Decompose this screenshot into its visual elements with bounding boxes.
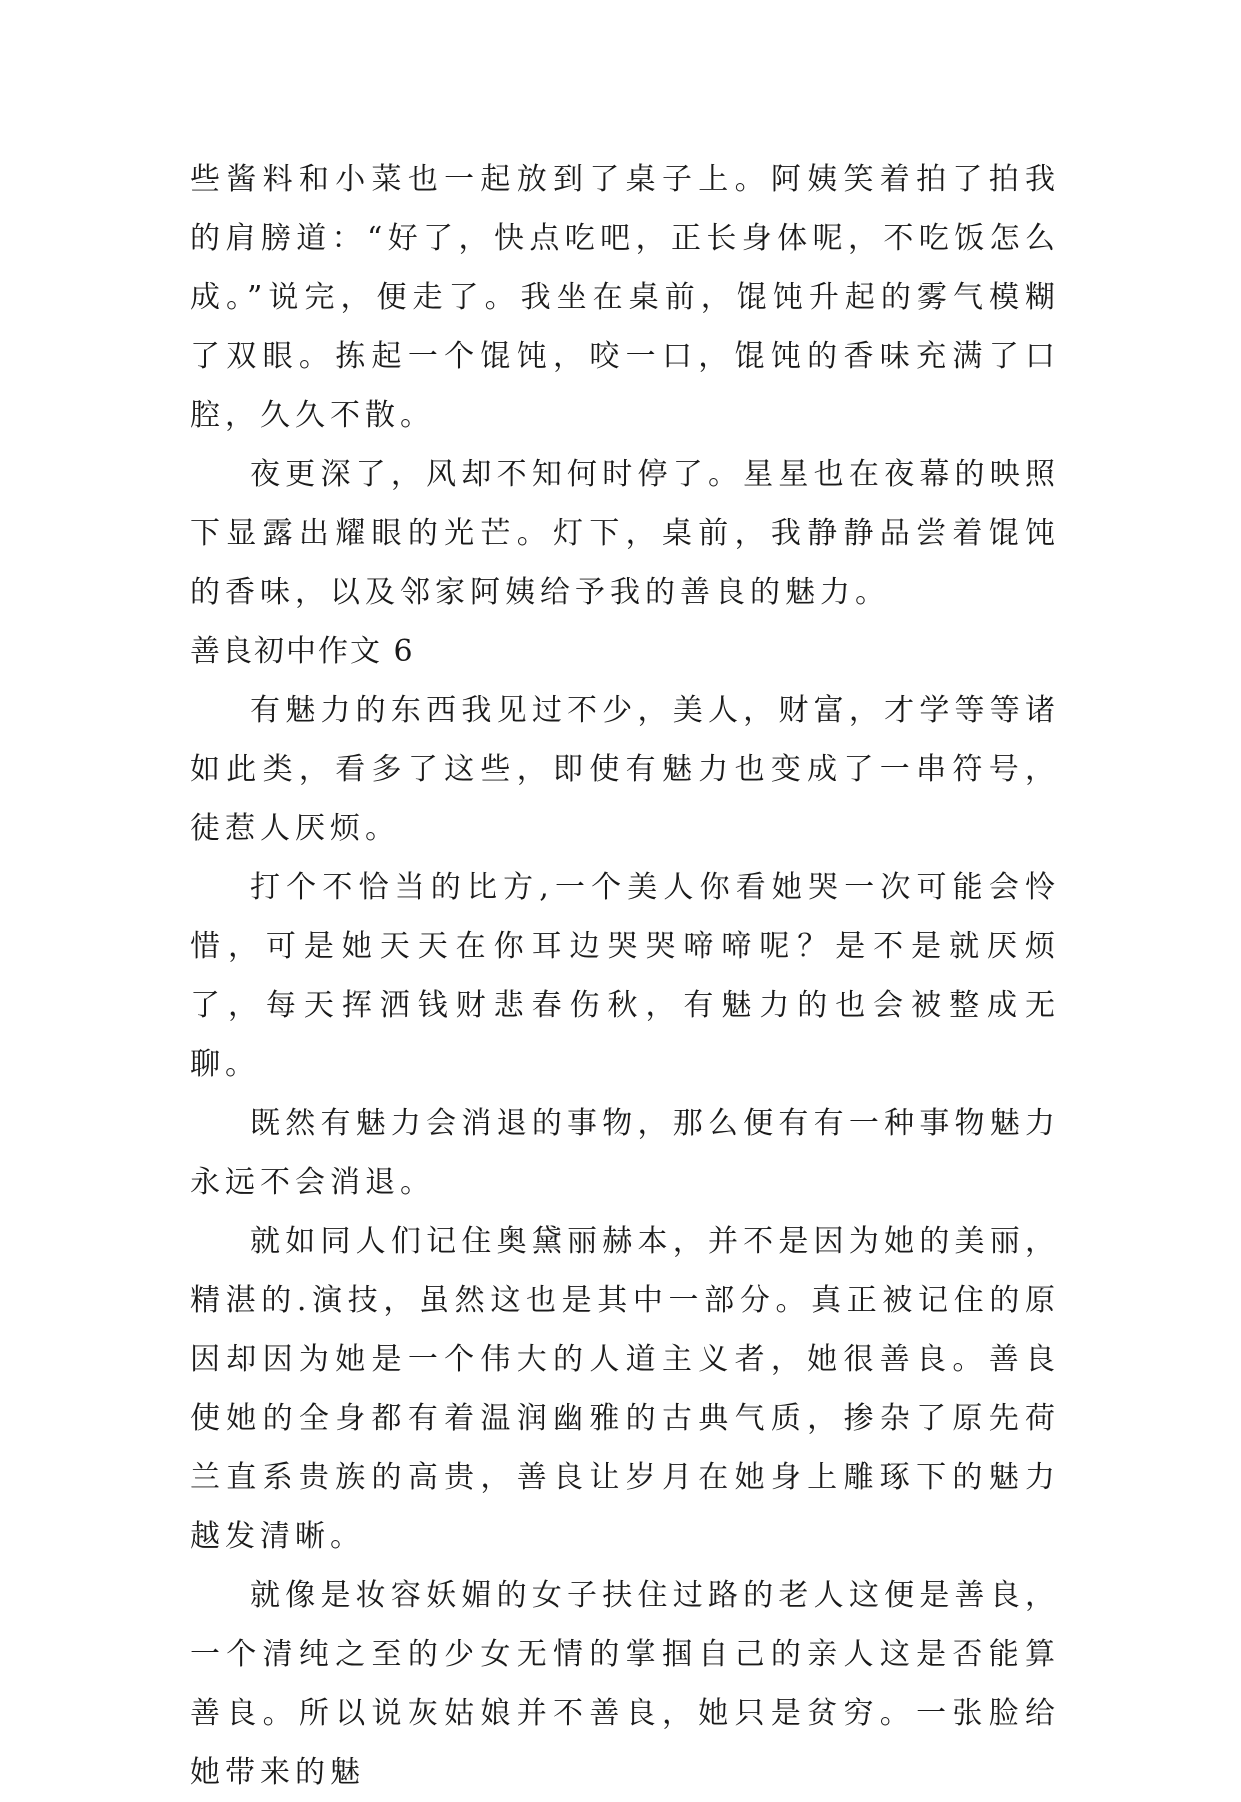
paragraph-night: 夜更深了，风却不知何时停了。星星也在夜幕的映照下显露出耀眼的光芒。灯下，桌前，我静静品尝着馄饨的香味，以及邻家阿姨给予我的善良的魅力。 xyxy=(190,457,1060,610)
section-heading: 善良初中作文 6 xyxy=(190,634,415,669)
paragraph-cinderella: 就像是妆容妖媚的女子扶住过路的老人这便是善良，一个清纯之至的少女无情的掌掴自己的亲人这是否能算善良。所以说灰姑娘并不善良，她只是贫穷。一张脸给她带来的魅 xyxy=(190,1578,1060,1790)
paragraph-charm: 有魅力的东西我见过不少，美人，财富，才学等等诸如此类，看多了这些，即使有魅力也变成了一串符号，徒惹人厌烦。 xyxy=(190,693,1060,846)
document-page xyxy=(190,150,1060,1802)
paragraph-hepburn: 就如同人们记住奥黛丽赫本，并不是因为她的美丽，精湛的.演技，虽然这也是其中一部分。真正被记住的原因却因为她是一个伟大的人道主义者，她很善良。善良使她的全身都有着温润幽雅的古典气质，掺杂了原先荷兰直系贵族的高贵，善良让岁月在她身上雕琢下的魅力越发清晰。 xyxy=(190,1224,1060,1554)
paragraph-continued: 些酱料和小菜也一起放到了桌子上。阿姨笑着拍了拍我的肩膀道：“好了，快点吃吧，正长身体呢，不吃饭怎么成。”说完，便走了。我坐在桌前，馄饨升起的雾气模糊了双眼。拣起一个馄饨，咬一口，馄饨的香味充满了口腔，久久不散。 xyxy=(190,162,1060,433)
paragraph-lasting: 既然有魅力会消退的事物，那么便有有一种事物魅力永远不会消退。 xyxy=(190,1106,1060,1200)
paragraph-analogy: 打个不恰当的比方,一个美人你看她哭一次可能会怜惜，可是她天天在你耳边哭哭啼啼呢？是不是就厌烦了，每天挥洒钱财悲春伤秋，有魅力的也会被整成无聊。 xyxy=(190,870,1060,1082)
